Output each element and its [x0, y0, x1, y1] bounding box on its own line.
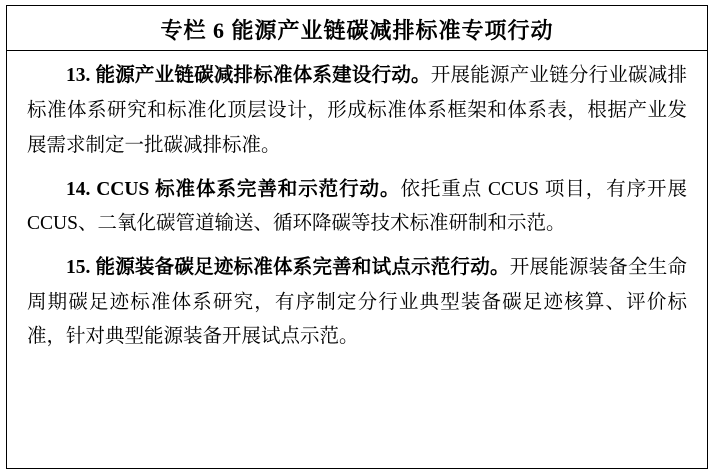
box-title: 专栏 6 能源产业链碳减排标准专项行动: [160, 18, 554, 43]
box-content: [7, 51, 707, 355]
paragraph-item-13: [27, 59, 687, 163]
paragraph-item-15: [27, 251, 687, 355]
paragraph-body-14: 依托重点 CCUS 项目，有序开展 CCUS、二氧化碳管道输送、循环降碳等技术标准研制和示范。: [27, 178, 687, 235]
paragraph-body-13: 开展能源产业链分行业碳减排标准体系研究和标准化顶层设计，形成标准体系框架和体系表，根据产业发展需求制定一批碳减排标准。: [27, 65, 687, 156]
paragraph-lead-14: 14. CCUS 标准体系完善和示范行动。: [66, 178, 401, 200]
paragraph-lead-13: 13. 能源产业链碳减排标准体系建设行动。: [66, 65, 431, 87]
paragraph-body-15: 开展能源装备全生命周期碳足迹标准体系研究，有序制定分行业典型装备碳足迹核算、评价标准，针对典型能源装备开展试点示范。: [27, 256, 687, 348]
paragraph-item-14: [27, 173, 687, 242]
callout-box: [6, 5, 708, 469]
paragraph-lead-15: 15. 能源装备碳足迹标准体系完善和试点示范行动。: [66, 256, 510, 278]
